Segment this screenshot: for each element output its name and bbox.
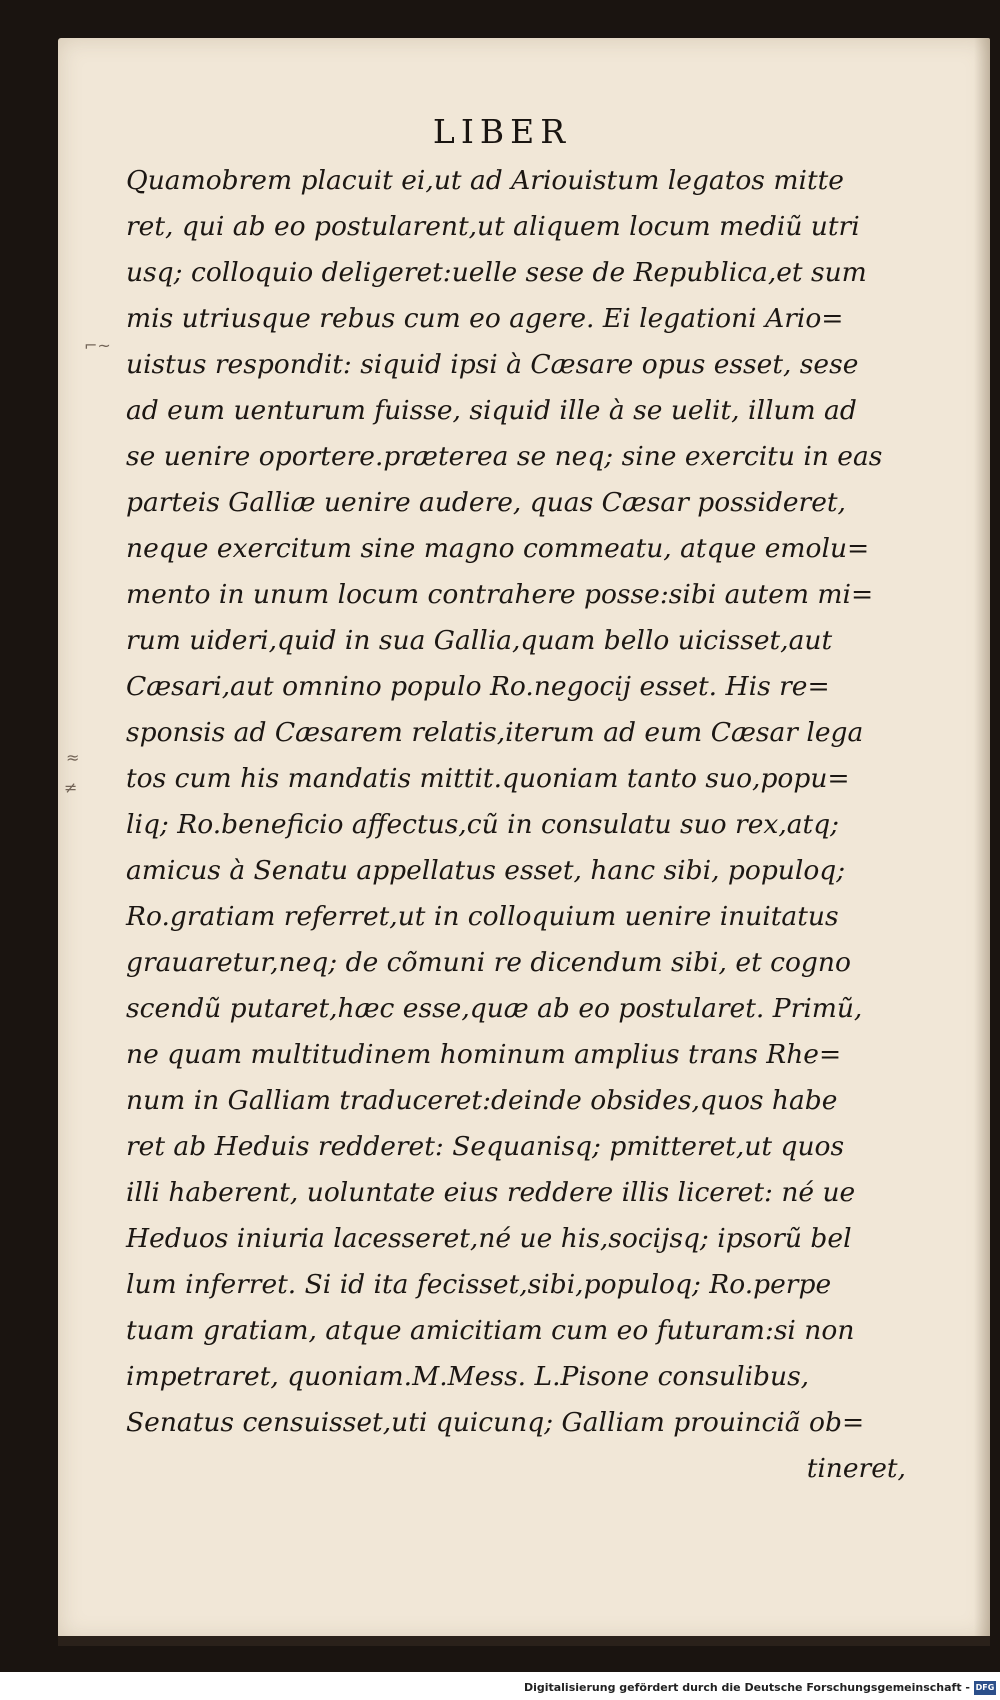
margin-mark: ≈ <box>66 748 80 767</box>
text-line: uistus respondit: siquid ipsi à Cæsare opus esset, sese <box>126 349 859 380</box>
text-line: Quamobrem placuit ei,ut ad Ariouistum legatos mitte <box>126 165 844 196</box>
text-line: mento in unum locum contrahere posse:sibi autem mi= <box>126 579 874 610</box>
text-line: liq; Ro.beneficio affectus,cũ in consulatu suo rex,atq; <box>126 809 840 840</box>
text-line: ret, qui ab eo postularent,ut aliquem locum mediũ utri <box>126 211 860 242</box>
footer-bar <box>0 1678 1000 1700</box>
text-line: tos cum his mandatis mittit.quoniam tanto suo,popu= <box>126 763 850 794</box>
catchword-line: tineret, <box>806 1453 906 1484</box>
text-line: ret ab Heduis redderet: Sequanisq; pmitteret,ut quos <box>126 1131 845 1162</box>
text-line: amicus à Senatu appellatus esset, hanc sibi, populoq; <box>126 855 846 886</box>
text-line: num in Galliam traduceret:deinde obsides,quos habe <box>126 1085 838 1116</box>
text-line: mis utriusque rebus cum eo agere. Ei legationi Ario= <box>126 303 844 334</box>
text-line: usq; colloquio deligeret:uelle sese de Republica,et sum <box>126 257 867 288</box>
page-edge-shadow <box>974 38 990 1640</box>
text-line: parteis Galliæ uenire audere, quas Cæsar possideret, <box>126 487 846 518</box>
text-line: sponsis ad Cæsarem relatis,iterum ad eum Cæsar lega <box>126 717 864 748</box>
text-line: se uenire oportere.præterea se neq; sine exercitu in eas <box>126 441 883 472</box>
text-line: Senatus censuisset,uti quicunq; Galliam prouinciã ob= <box>126 1407 865 1438</box>
text-line: ad eum uenturum fuisse, siquid ille à se uelit, illum ad <box>126 395 857 426</box>
page-bottom-edge <box>58 1636 990 1646</box>
text-line: illi haberent, uoluntate eius reddere illis liceret: né ue <box>126 1177 856 1208</box>
text-line: Cæsari,aut omnino populo Ro.negocij esset. His re= <box>126 671 830 702</box>
dfg-logo: DFG <box>974 1681 996 1695</box>
text-line: lum inferret. Si id ita fecisset,sibi,populoq; Ro.perpe <box>126 1269 832 1300</box>
body-text <box>126 158 916 1492</box>
margin-mark: ⌐~ <box>84 336 111 355</box>
text-line: grauaretur,neq; de cõmuni re dicendum sibi, et cogno <box>126 947 851 978</box>
funding-credit: Digitalisierung gefördert durch die Deutsche Forschungsgemeinschaft - <box>523 1681 970 1694</box>
text-line: neque exercitum sine magno commeatu, atque emolu= <box>126 533 870 564</box>
text-line: scendũ putaret,hæc esse,quæ ab eo postularet. Primũ, <box>126 993 863 1024</box>
text-line: rum uideri,quid in sua Gallia,quam bello uicisset,aut <box>126 625 833 656</box>
text-line: Ro.gratiam referret,ut in colloquium uenire inuitatus <box>126 901 839 932</box>
margin-mark: ≠ <box>64 778 78 797</box>
running-header: LIBER <box>432 112 572 151</box>
text-line: tuam gratiam, atque amicitiam cum eo futuram:si non <box>126 1315 855 1346</box>
text-line: Heduos iniuria lacesseret,né ue his,socijsq; ipsorũ bel <box>126 1223 852 1254</box>
text-line: impetraret, quoniam.M.Mess. L.Pisone consulibus, <box>126 1361 810 1392</box>
text-line: ne quam multitudinem hominum amplius trans Rhe= <box>126 1039 842 1070</box>
